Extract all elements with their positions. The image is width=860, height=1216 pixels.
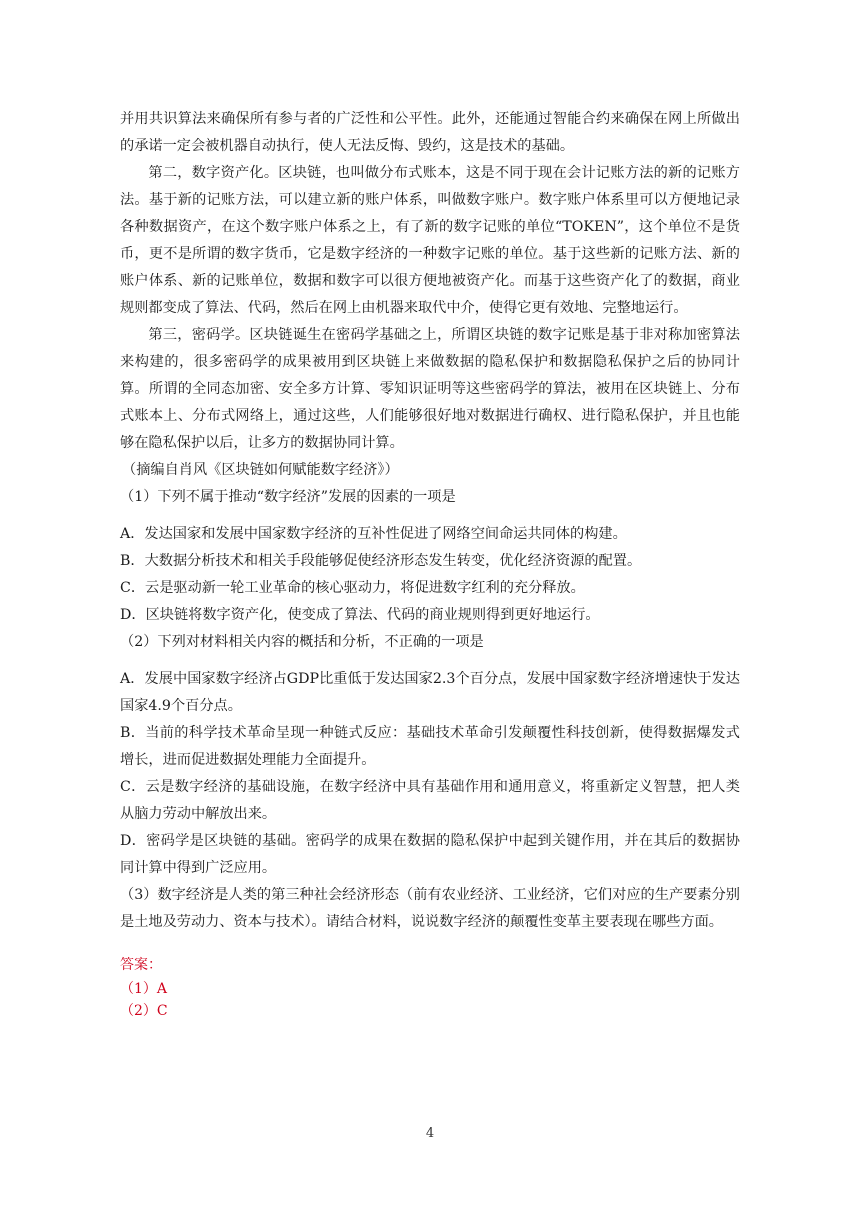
document-body — [120, 106, 740, 1022]
question-1-option-d: D．区块链将数字资产化，使变成了算法、代码的商业规则得到更好地运行。 — [120, 607, 600, 623]
question-1-option-c: C．云是驱动新一轮工业革命的核心驱动力，将促进数字红利的充分释放。 — [120, 580, 585, 596]
passage-source: （摘编自肖风《区块链如何赋能数字经济》） — [122, 462, 399, 478]
question-1-option-b: B．大数据分析技术和相关手段能够促使经济形态发生转变，优化经济资源的配置。 — [120, 553, 642, 569]
question-1-stem: （1）下列不属于推动“数字经济”发展的因素的一项是 — [120, 489, 456, 505]
answer-section — [120, 954, 740, 1022]
answer-heading: 答案： — [120, 957, 162, 973]
answer-2: （2）C — [120, 1003, 168, 1019]
question-2-option-a: A．发展中国家数字经济占GDP比重低于发达国家2.3个百分点，发展中国家数字经济增速快于发达国家4.9个百分点。 — [120, 671, 740, 714]
answer-1: （1）A — [120, 981, 168, 997]
question-2-options — [120, 666, 740, 882]
passage-paragraph-1: 第二，数字资产化。区块链，也叫做分布式账本，这是不同于现在会计记账方法的新的记账方法。基于新的记账方法，可以建立新的账户体系，叫做数字账户。数字账户体系里可以方便地记录各种数据资产，在这个数字账户体系之上，有了新的数字记账的单位“TOKEN”，这个单位不是货币，更不是所谓的数字货币，它是数字经济的一种数字记账的单位。基于这些新的记账方法、新的账户体系、新的记账单位，数据和数字可以很方便地被资产化。而基于这些资产化了的数据，商业规则都变成了算法、代码，然后在网上由机器来取代中介，使得它更有效地、完整地运行。 — [120, 165, 740, 316]
passage-paragraph-2: 第三，密码学。区块链诞生在密码学基础之上，所谓区块链的数字记账是基于非对称加密算法来构建的，很多密码学的成果被用到区块链上来做数据的隐私保护和数据隐私保护之后的协同计算。所谓的全同态加密、安全多方计算、零知识证明等这些密码学的算法，被用在区块链上、分布式账本上、分布式网络上，通过这些，人们能够很好地对数据进行确权、进行隐私保护，并且也能够在隐私保护以后，让多方的数据协同计算。 — [120, 327, 740, 451]
question-2-option-c: C．云是数字经济的基础设施，在数字经济中具有基础作用和通用意义，将重新定义智慧，把人类从脑力劳动中解放出来。 — [120, 779, 740, 822]
question-3-stem: （3）数字经济是人类的第三种社会经济形态（前有农业经济、工业经济，它们对应的生产要素分别是土地及劳动力、资本与技术）。请结合材料，说说数字经济的颠覆性变革主要表现在哪些方面。 — [120, 887, 740, 930]
question-1-options — [120, 521, 740, 629]
question-1-option-a: A．发达国家和发展中国家数字经济的互补性促进了网络空间命运共同体的构建。 — [120, 526, 627, 542]
question-2-option-d: D．密码学是区块链的基础。密码学的成果在数据的隐私保护中起到关键作用，并在其后的数据协同计算中得到广泛应用。 — [120, 833, 740, 876]
passage-paragraph-0: 并用共识算法来确保所有参与者的广泛性和公平性。此外，还能通过智能合约来确保在网上所做出的承诺一定会被机器自动执行，使人无法反悔、毁约，这是技术的基础。 — [120, 111, 740, 154]
question-2-stem: （2）下列对材料相关内容的概括和分析，不正确的一项是 — [120, 634, 484, 650]
question-2-option-b: B．当前的科学技术革命呈现一种链式反应：基础技术革命引发颠覆性科技创新，使得数据爆发式增长，进而促进数据处理能力全面提升。 — [120, 725, 740, 768]
page-number: 4 — [425, 1126, 435, 1141]
